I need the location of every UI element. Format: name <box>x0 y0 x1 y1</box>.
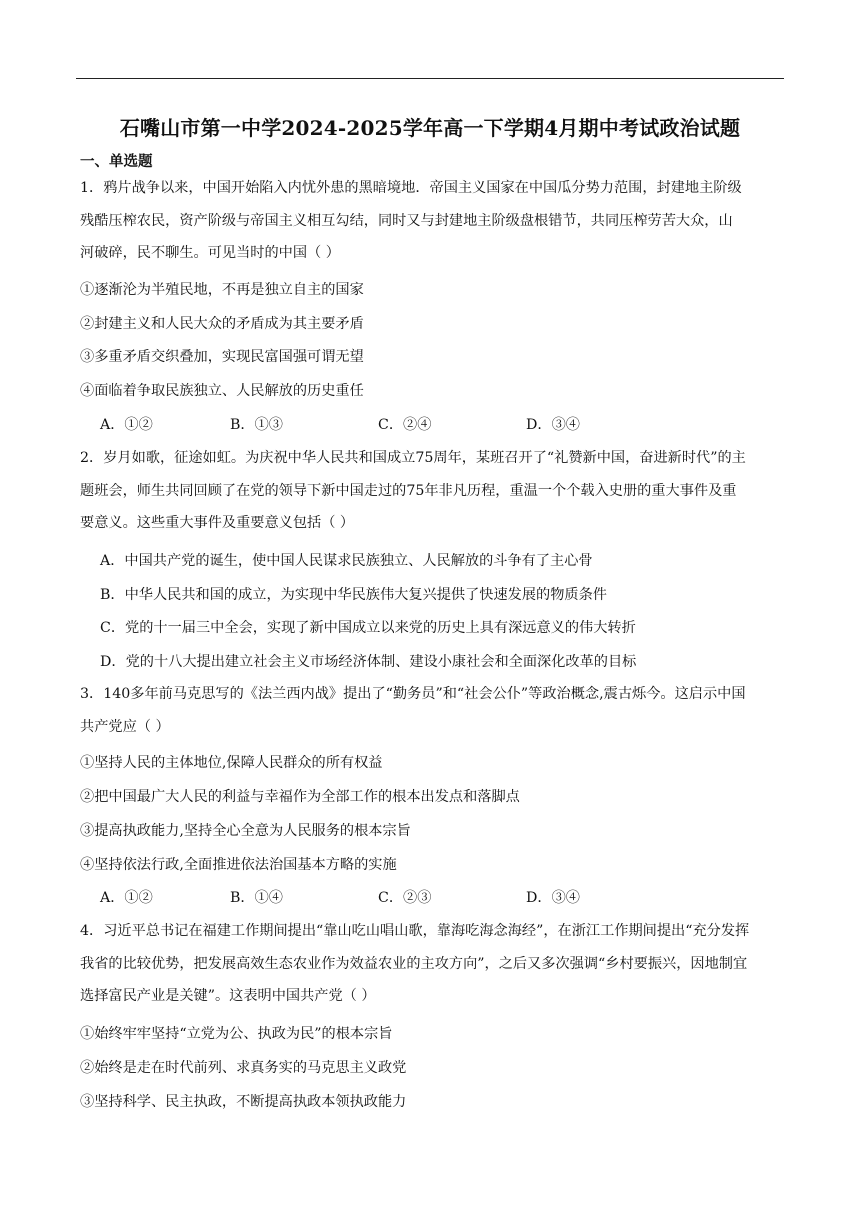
answer-choice[interactable]: C．②③ <box>378 890 432 906</box>
statement-option: ②把中国最广大人民的利益与幸福作为全部工作的根本出发点和落脚点 <box>80 789 520 805</box>
statement-option: ③提高执政能力,坚持全心全意为人民服务的根本宗旨 <box>80 823 411 839</box>
answer-choice[interactable]: D．③④ <box>526 417 580 433</box>
question-line: 要意义。这些重大事件及重要意义包括（ ） <box>80 515 355 531</box>
question-line: 3．140多年前马克思写的《法兰西内战》提出了“勤务员”和“社会公仆”等政治概念,震古烁今。这启示中国 <box>80 686 746 702</box>
answer-choice[interactable]: B．中华人民共和国的成立，为实现中华民族伟大复兴提供了快速发展的物质条件 <box>100 587 607 603</box>
question-line: 2．岁月如歌，征途如虹。为庆祝中华人民共和国成立75周年，某班召开了“礼赞新中国，奋进新时代”的主 <box>80 450 746 466</box>
header-rule <box>76 78 784 79</box>
answer-choice[interactable]: B．①③ <box>230 417 283 433</box>
statement-option: ②始终是走在时代前列、求真务实的马克思主义政党 <box>80 1060 407 1076</box>
statement-option: ④坚持依法行政,全面推进依法治国基本方略的实施 <box>80 857 397 873</box>
answer-choice[interactable]: C．②④ <box>378 417 432 433</box>
question-line: 4．习近平总书记在福建工作期间提出“靠山吃山唱山歌，靠海吃海念海经”，在浙江工作期间提出“充分发挥 <box>80 923 750 939</box>
answer-choice[interactable]: C．党的十一届三中全会，实现了新中国成立以来党的历史上具有深远意义的伟大转折 <box>100 620 636 636</box>
answer-choice[interactable]: D．③④ <box>526 890 580 906</box>
statement-option: ①逐渐沦为半殖民地，不再是独立自主的国家 <box>80 282 364 298</box>
question-3-stem <box>80 678 784 743</box>
answer-choice[interactable]: D．党的十八大提出建立社会主义市场经济体制、建设小康社会和全面深化改革的目标 <box>100 654 637 670</box>
statement-option: ③多重矛盾交织叠加，实现民富国强可谓无望 <box>80 349 364 365</box>
answer-choice[interactable]: A．①② <box>100 890 153 906</box>
question-line: 我省的比较优势，把发展高效生态农业作为效益农业的主攻方向”，之后又多次强调“乡村要振兴，因地制宜 <box>80 955 748 972</box>
question-line: 河破碎，民不聊生。可见当时的中国（ ） <box>80 245 340 261</box>
question-4-stem <box>80 915 784 1013</box>
answer-choice[interactable]: B．①④ <box>230 890 283 906</box>
answer-choice[interactable]: A．①② <box>100 417 153 433</box>
statement-option: ①坚持人民的主体地位,保障人民群众的所有权益 <box>80 755 383 771</box>
statement-option: ①始终牢牢坚持“立党为公、执政为民”的根本宗旨 <box>80 1026 393 1042</box>
section-heading: 一、单选题 <box>80 153 153 170</box>
question-2-stem <box>80 442 784 540</box>
question-1-stem <box>80 172 784 270</box>
question-line: 题班会，师生共同回顾了在党的领导下新中国走过的75年非凡历程，重温一个个载入史册的重大事件及重 <box>80 482 737 499</box>
question-line: 共产党应（ ） <box>80 718 170 735</box>
answer-choice[interactable]: A．中国共产党的诞生，使中国人民谋求民族独立、人民解放的斗争有了主心骨 <box>100 553 593 569</box>
statement-option: ③坚持科学、民主执政，不断提高执政本领执政能力 <box>80 1094 407 1110</box>
page-title: 石嘴山市第一中学2024-2025学年高一下学期4月期中考试政治试题 <box>119 116 741 140</box>
statement-option: ④面临着争取民族独立、人民解放的历史重任 <box>80 383 364 399</box>
question-line: 1．鸦片战争以来，中国开始陷入内忧外患的黑暗境地．帝国主义国家在中国瓜分势力范围，封建地主阶级 <box>80 180 742 196</box>
statement-option: ②封建主义和人民大众的矛盾成为其主要矛盾 <box>80 316 364 332</box>
question-line: 残酷压榨农民，资产阶级与帝国主义相互勾结，同时又与封建地主阶级盘根错节，共同压榨劳苦大众，山 <box>80 212 733 229</box>
question-line: 选择富民产业是关键”。这表明中国共产党（ ） <box>80 988 376 1004</box>
